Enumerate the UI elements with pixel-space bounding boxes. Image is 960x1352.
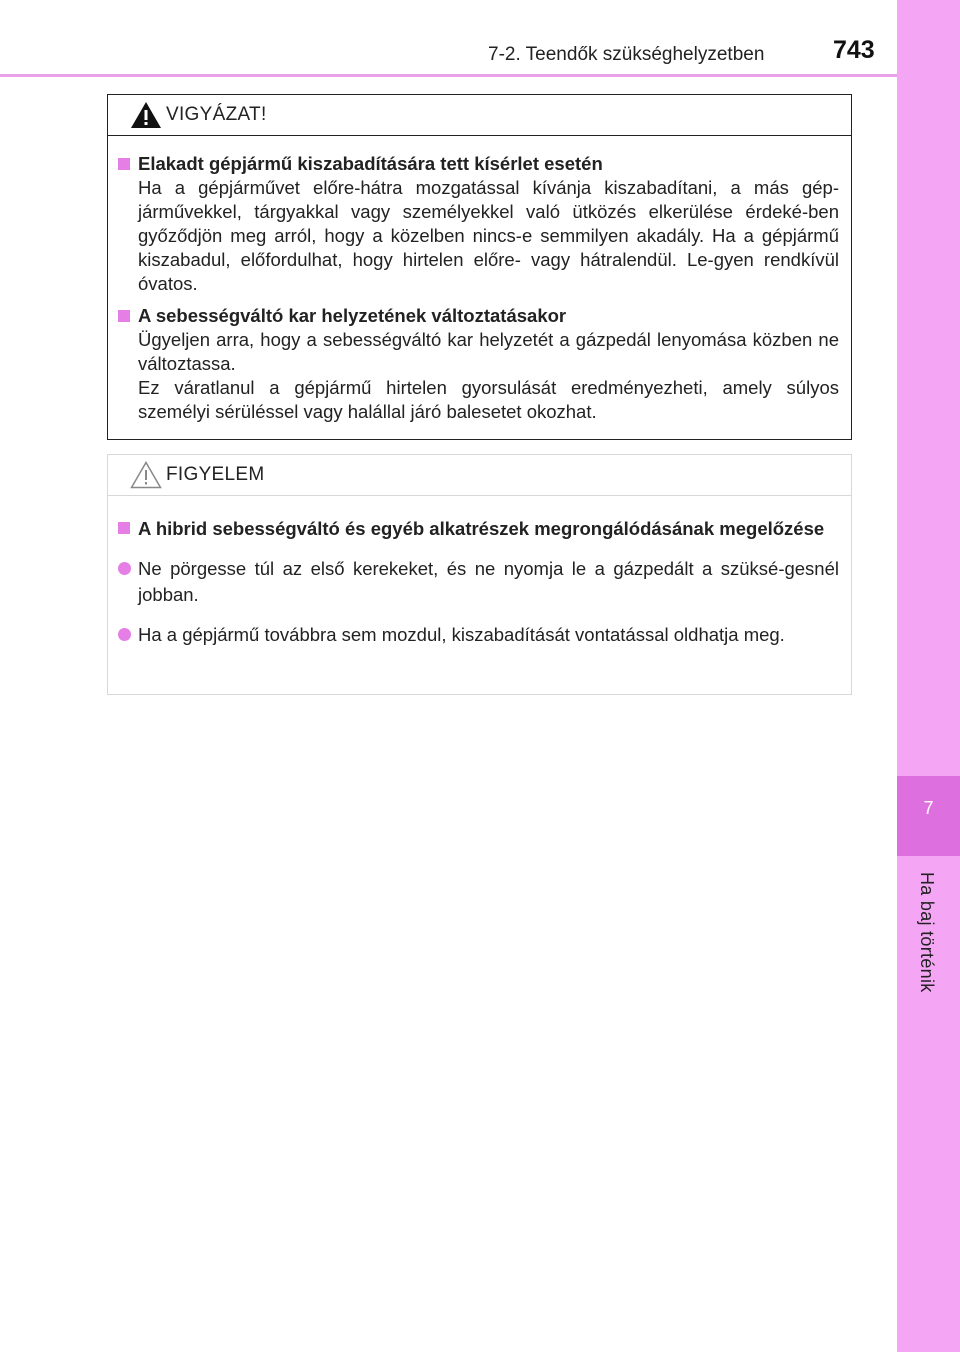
round-bullet-icon [118,628,131,641]
warning-item-text: Ez váratlanul a gépjármű hirtelen gyorsulását eredményezheti, amely súlyos személyi sérüléssel vagy halállal járó balesetet okozhat. [138,377,839,422]
notice-box [107,454,852,695]
warning-item [118,304,839,424]
warning-box [107,94,852,440]
warning-item [118,152,839,296]
warning-triangle-icon [130,101,162,129]
square-bullet-icon [118,158,130,170]
notice-body [108,496,851,648]
chapter-number: 7 [923,798,934,818]
notice-bullet-text: Ha a gépjármű továbbra sem mozdul, kiszabadítását vontatással oldhatja meg. [138,624,785,645]
section-title: 7-2. Teendők szükséghelyzetben [488,44,765,65]
notice-bullet [118,556,839,608]
round-bullet-icon [118,562,131,575]
warning-item-text: Ha a gépjárművet előre-hátra mozgatással kívánja kiszabadítani, a más gép-járművekkel, tárgyakkal vagy személyekkel való ütközés elkerülése érdeké-ben győződjön meg arról, hogy a közelben nincs-e semmilyen akadály. Ha a gépjármű kiszabadul, előfordulhat, hogy hirtelen előre- vagy hátralendül. Le-gyen rendkívül óvatos. [138,177,839,294]
notice-title: FIGYELEM [166,464,265,485]
header-rule [0,74,897,77]
warning-body [108,136,851,424]
notice-bullet [118,622,839,648]
caution-outline-triangle-icon [130,461,162,489]
page-number: 743 [833,36,875,64]
notice-bullet-text: Ne pörgesse túl az első kerekeket, és ne nyomja le a gázpedált a szüksé-gesnél jobban. [138,558,839,605]
warning-item-heading: A sebességváltó kar helyzetének változtatásakor [138,305,567,326]
notice-header [108,455,851,496]
warning-header [108,95,851,136]
chapter-label: Ha baj történik [917,872,937,993]
warning-item-heading: Elakadt gépjármű kiszabadítására tett kísérlet esetén [138,153,603,174]
square-bullet-icon [118,310,130,322]
square-bullet-icon [118,522,130,534]
warning-item-text: Ügyeljen arra, hogy a sebességváltó kar helyzetét a gázpedál lenyomása közben ne változtassa. [138,329,839,374]
warning-title: VIGYÁZAT! [166,104,267,125]
chapter-tab-strip [897,0,960,1352]
notice-heading: A hibrid sebességváltó és egyéb alkatrészek megrongálódásának megelőzése [138,518,825,539]
